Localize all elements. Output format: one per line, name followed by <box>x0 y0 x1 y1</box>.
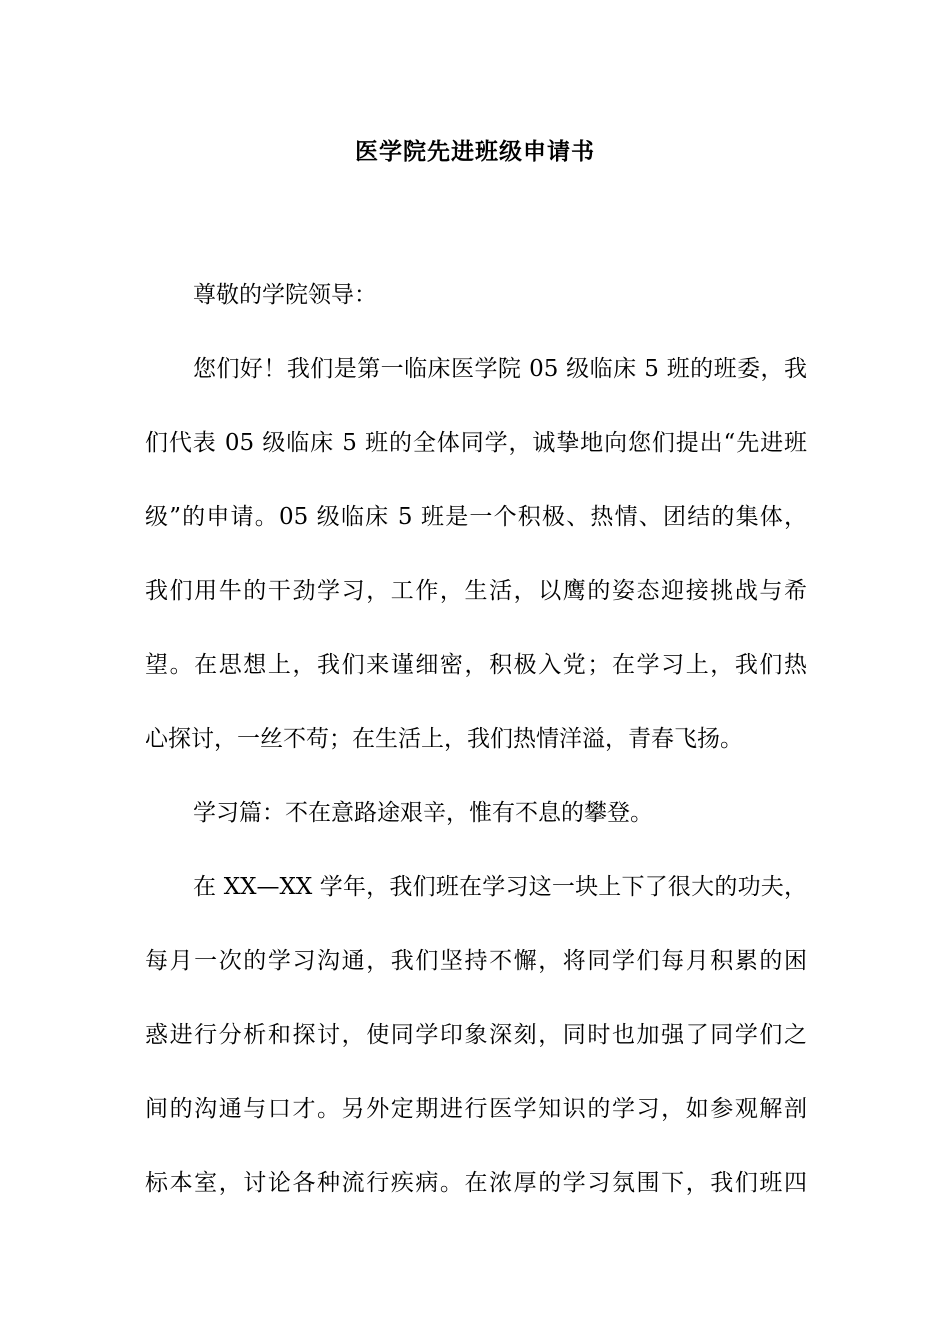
document-body <box>145 258 807 1220</box>
paragraph-line: 每月一次的学习沟通，我们坚持不懈，将同学们每月积累的困 <box>145 948 807 974</box>
paragraph-line: 惑进行分析和探讨，使同学印象深刻，同时也加强了同学们之 <box>145 1022 807 1048</box>
paragraph-line: 望。在思想上，我们来谨细密，积极入党；在学习上，我们热 <box>145 652 807 678</box>
paragraph-line: 间的沟通与口才。另外定期进行医学知识的学习，如参观解剖 <box>145 1096 807 1122</box>
paragraph-line: 级”的申请。05 级临床 5 班是一个积极、热情、团结的集体， <box>145 504 807 530</box>
paragraph-line: 您们好！我们是第一临床医学院 05 级临床 5 班的班委，我 <box>193 356 807 382</box>
paragraph-line: 标本室，讨论各种流行疾病。在浓厚的学习氛围下，我们班四 <box>145 1170 807 1196</box>
document-title: 医学院先进班级申请书 <box>355 139 595 165</box>
section-heading-line: 学习篇：不在意路途艰辛，惟有不息的攀登。 <box>193 800 653 826</box>
salutation-line: 尊敬的学院领导： <box>193 282 377 308</box>
paragraph-line: 们代表 05 级临床 5 班的全体同学，诚挚地向您们提出“先进班 <box>145 430 807 456</box>
paragraph-line: 我们用牛的干劲学习，工作，生活，以鹰的姿态迎接挑战与希 <box>145 578 807 604</box>
paragraph-line: 在 XX—XX 学年，我们班在学习这一块上下了很大的功夫， <box>193 874 807 900</box>
paragraph-line: 心探讨，一丝不苟；在生活上，我们热情洋溢，青春飞扬。 <box>145 726 743 752</box>
